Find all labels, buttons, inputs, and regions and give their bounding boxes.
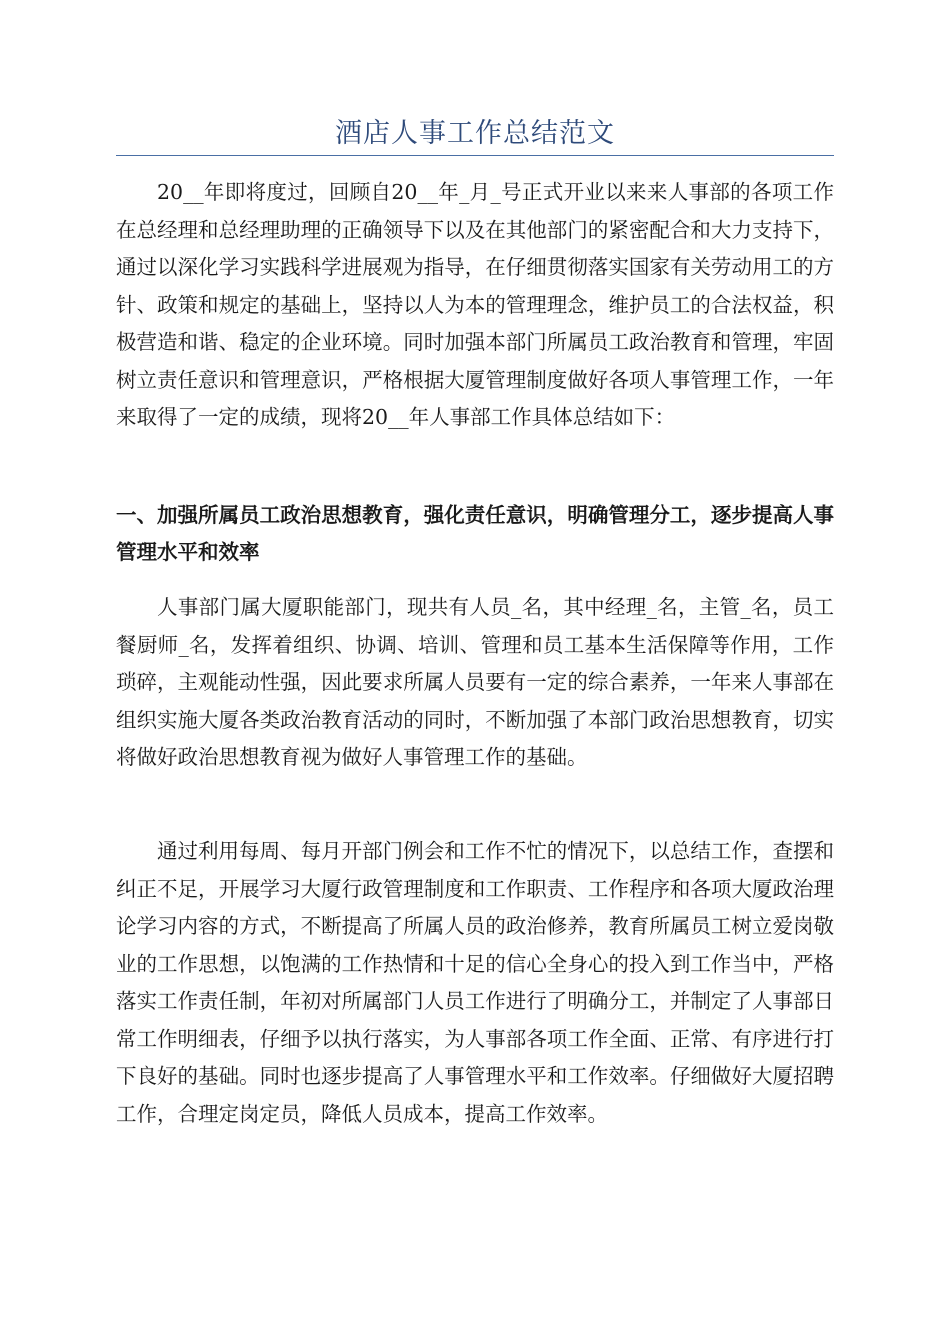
section-1-heading: 一、加强所属员工政治思想教育，强化责任意识，明确管理分工，逐步提高人事管理水平和效率 <box>116 503 834 564</box>
body-paragraph-3: 通过利用每周、每月开部门例会和工作不忙的情况下，以总结工作，查摆和纠正不足，开展学习大厦行政管理制度和工作职责、工作程序和各项大厦政治理论学习内容的方式，不断提高了所属人员的政治修养，教育所属员工树立爱岗敬业的工作思想，以饱满的工作热情和十足的信心全身心的投入到工作当中，严格落实工作责任制，年初对所属部门人员工作进行了明确分工，并制定了人事部日常工作明细表，仔细予以执行落实，为人事部各项工作全面、正常、有序进行打下良好的基础。同时也逐步提高了人事管理水平和工作效率。仔细做好大厦招聘工作，合理定岗定员，降低人员成本，提高工作效率。 <box>116 839 834 1126</box>
intro-paragraph: 20__年即将度过，回顾自20__年_月_号正式开业以来来人事部的各项工作在总经理和总经理助理的正确领导下以及在其他部门的紧密配合和大力支持下，通过以深化学习实践科学进展观为指导，在仔细贯彻落实国家有关劳动用工的方针、政策和规定的基础上，坚持以人为本的管理理念，维护员工的合法权益，积极营造和谐、稳定的企业环境。同时加强本部门所属员工政治教育和管理，牢固树立责任意识和管理意识，严格根据大厦管理制度做好各项人事管理工作，一年来取得了一定的成绩，现将20__年人事部工作具体总结如下： <box>116 180 834 429</box>
document-title: 酒店人事工作总结范文 <box>335 118 615 149</box>
body-paragraph-2: 人事部门属大厦职能部门，现共有人员_名，其中经理_名，主管_名，员工餐厨师_名，发挥着组织、协调、培训、管理和员工基本生活保障等作用，工作琐碎，主观能动性强，因此要求所属人员要有一定的综合素养，一年来人事部在组织实施大厦各类政治教育活动的同时，不断加强了本部门政治思想教育，切实将做好政治思想教育视为做好人事管理工作的基础。 <box>116 595 834 769</box>
title-underline <box>116 155 834 156</box>
